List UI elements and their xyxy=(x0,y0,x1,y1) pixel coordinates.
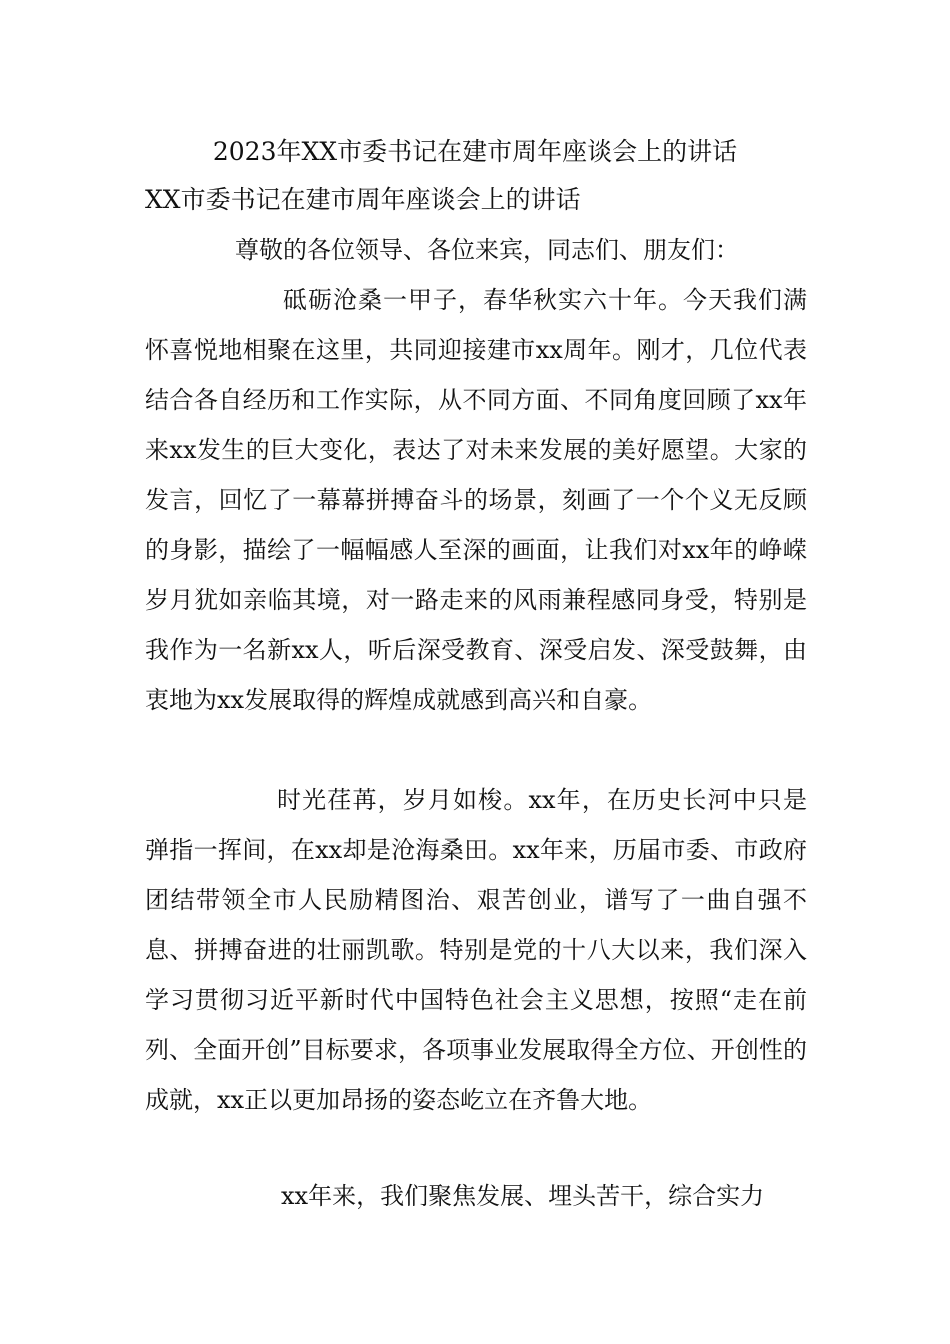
document-title: 2023年XX市委书记在建市周年座谈会上的讲话 xyxy=(212,137,738,166)
paragraph: xx年来，我们聚焦发展、埋头苦干，综合实力 xyxy=(281,1182,765,1210)
paragraph: 时光荏苒，岁月如梭。xx年，在历史长河中只是弹指一挥间，在xx却是沧海桑田。xx年来，历届市委、市政府团结带领全市人民励精图治、艰苦创业，谱写了一曲自强不息、拼搏奋进的壮丽凯歌。特别是党的十八大以来，我们深入学习贯彻习近平新时代中国特色社会主义思想，按照“走在前列、全面开创”目标要求，各项事业发展取得全方位、开创性的成就，xx正以更加昂扬的姿态屹立在齐鲁大地。 xyxy=(145,786,807,1114)
speech-greeting: 尊敬的各位领导、各位来宾，同志们、朋友们： xyxy=(235,236,739,264)
document-subtitle: XX市委书记在建市周年座谈会上的讲话 xyxy=(145,185,581,214)
paragraph: 砥砺沧桑一甲子，春华秋实六十年。今天我们满怀喜悦地相聚在这里，共同迎接建市xx周年。刚才，几位代表结合各自经历和工作实际，从不同方面、不同角度回顾了xx年来xx发生的巨大变化，表达了对未来发展的美好愿望。大家的发言，回忆了一幕幕拼搏奋斗的场景，刻画了一个个义无反顾的身影，描绘了一幅幅感人至深的画面，让我们对xx年的峥嵘岁月犹如亲临其境，对一路走来的风雨兼程感同身受，特别是我作为一名新xx人，听后深受教育、深受启发、深受鼓舞，由衷地为xx发展取得的辉煌成就感到高兴和自豪。 xyxy=(145,286,807,714)
